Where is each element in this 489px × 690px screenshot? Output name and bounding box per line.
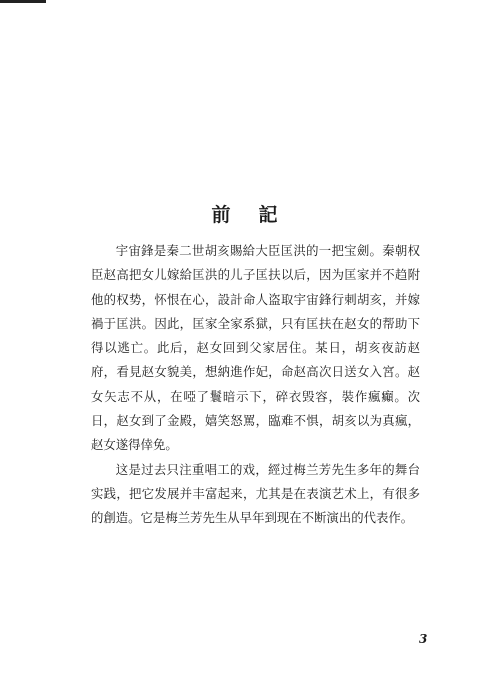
paragraph-synopsis: 宇宙鋒是秦二世胡亥賜給大臣匡洪的一把宝劍。秦朝权臣赵高把女儿嫁給匡洪的儿子匡扶以后，因为匡家并不趋附他的权势，怀恨在心，設計命人盗取宇宙鋒行刺胡亥，并嫁禍于匡洪。因此，匡家全家系獄，只有匡扶在赵女的帮助下得以逃亡。此后，赵女回到父家居住。某日，胡亥夜訪赵府，看見赵女貌美，想納進作妃，命赵高次日送女入宮。赵女矢志不从，在啞了鬟暗示下，碎衣毁容，裝作瘋癲。次日，赵女到了金殿，嬉笑怒罵，臨难不惧，胡亥以为真瘋，赵女遂得倖免。 [91,243,420,453]
page-number: 3 [419,632,428,646]
page-title: 前記 [211,204,306,226]
body-text [91,239,420,531]
paragraph-history: 这是过去只注重唱工的戏，經过梅兰芳先生多年的舞台实践，把它发展并丰富起来，尤其是在表演艺术上，有很多的創造。它是梅兰芳先生从早年到现在不断演出的代表作。 [91,461,420,526]
top-rule [0,0,46,3]
